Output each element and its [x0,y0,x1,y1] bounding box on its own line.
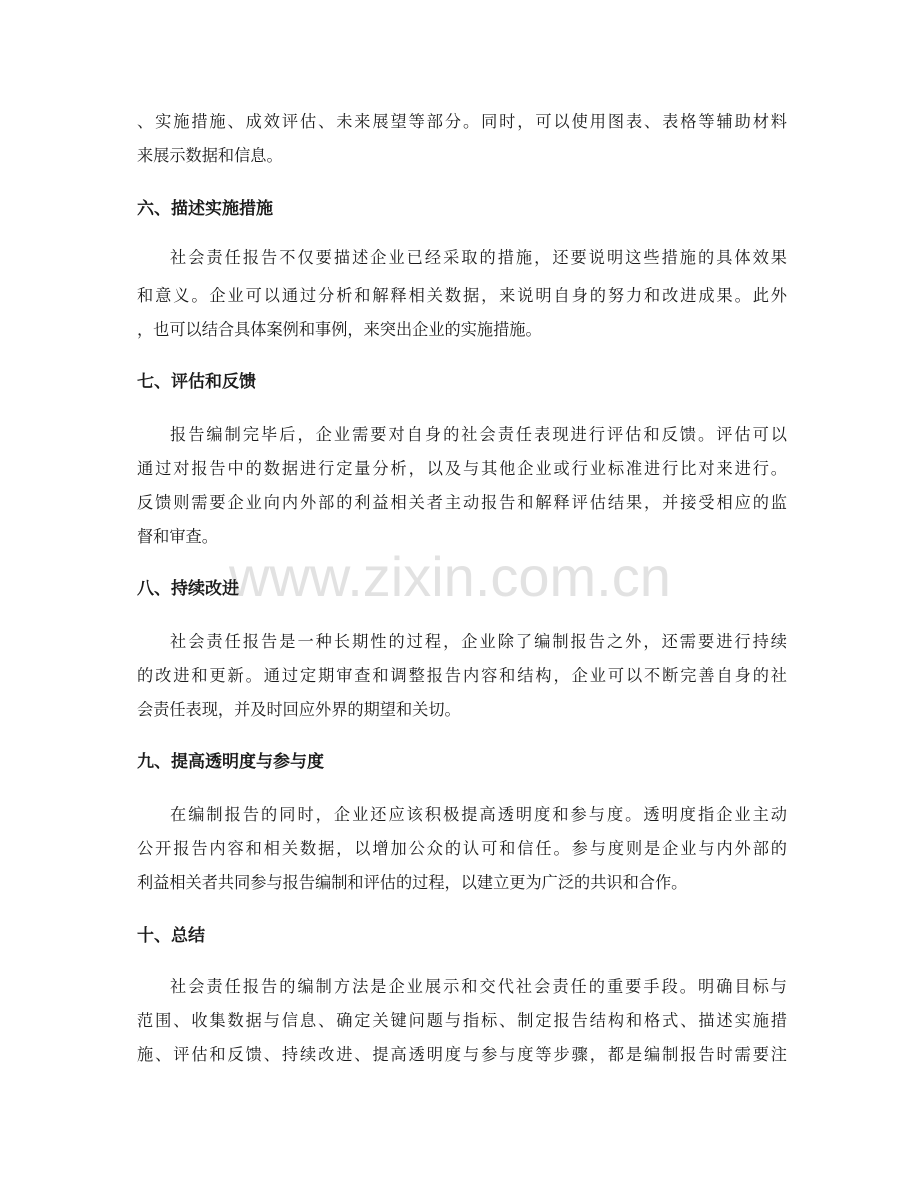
intro-line: 、实施措施、成效评估、未来展望等部分。同时，可以使用图表、表格等辅助材料 [137,112,787,131]
paragraph-line: 公开报告内容和相关数据，以增加公众的认可和信任。参与度则是企业与内外部的 [137,839,787,858]
paragraph-line: 会责任表现，并及时回应外界的期望和关切。 [137,700,461,719]
paragraph-line: 社会责任报告是一种长期性的过程，企业除了编制报告之外，还需要进行持续 [170,632,787,651]
section-heading: 六、描述实施措施 [137,199,273,219]
paragraph-line: 的改进和更新。通过定期审查和调整报告内容和结构，企业可以不断完善自身的社 [137,666,787,685]
paragraph-line: 范围、收集数据与信息、确定关键问题与指标、制定报告结构和格式、描述实施措 [137,1011,787,1030]
paragraph-line: 通过对报告中的数据进行定量分析，以及与其他企业或行业标准进行比对来进行。 [137,459,787,478]
paragraph-line: ，也可以结合具体案例和事例，来突出企业的实施措施。 [137,320,542,339]
paragraph-line: 施、评估和反馈、持续改进、提高透明度与参与度等步骤，都是编制报告时需要注 [137,1045,787,1064]
section-heading: 七、评估和反馈 [137,372,256,392]
paragraph-line: 报告编制完毕后，企业需要对自身的社会责任表现进行评估和反馈。评估可以 [170,425,787,444]
watermark: www.zixin.com.cn [229,545,671,608]
paragraph-line: 在编制报告的同时，企业还应该积极提高透明度和参与度。透明度指企业主动 [170,805,787,824]
section-heading: 八、持续改进 [137,579,239,599]
section-heading: 九、提高透明度与参与度 [137,752,324,772]
paragraph-line: 利益相关者共同参与报告编制和评估的过程，以建立更为广泛的共识和合作。 [137,873,688,892]
paragraph-line: 社会责任报告不仅要描述企业已经采取的措施，还要说明这些措施的具体效果 [170,248,787,267]
intro-line: 来展示数据和信息。 [137,146,283,165]
section-heading: 十、总结 [137,926,205,946]
paragraph-line: 督和审查。 [137,527,218,546]
paragraph-line: 反馈则需要企业向内外部的利益相关者主动报告和解释评估结果，并接受相应的监 [137,493,787,512]
paragraph-line: 社会责任报告的编制方法是企业展示和交代社会责任的重要手段。明确目标与 [170,977,787,996]
paragraph-line: 和意义。企业可以通过分析和解释相关数据，来说明自身的努力和改进成果。此外 [137,286,787,305]
